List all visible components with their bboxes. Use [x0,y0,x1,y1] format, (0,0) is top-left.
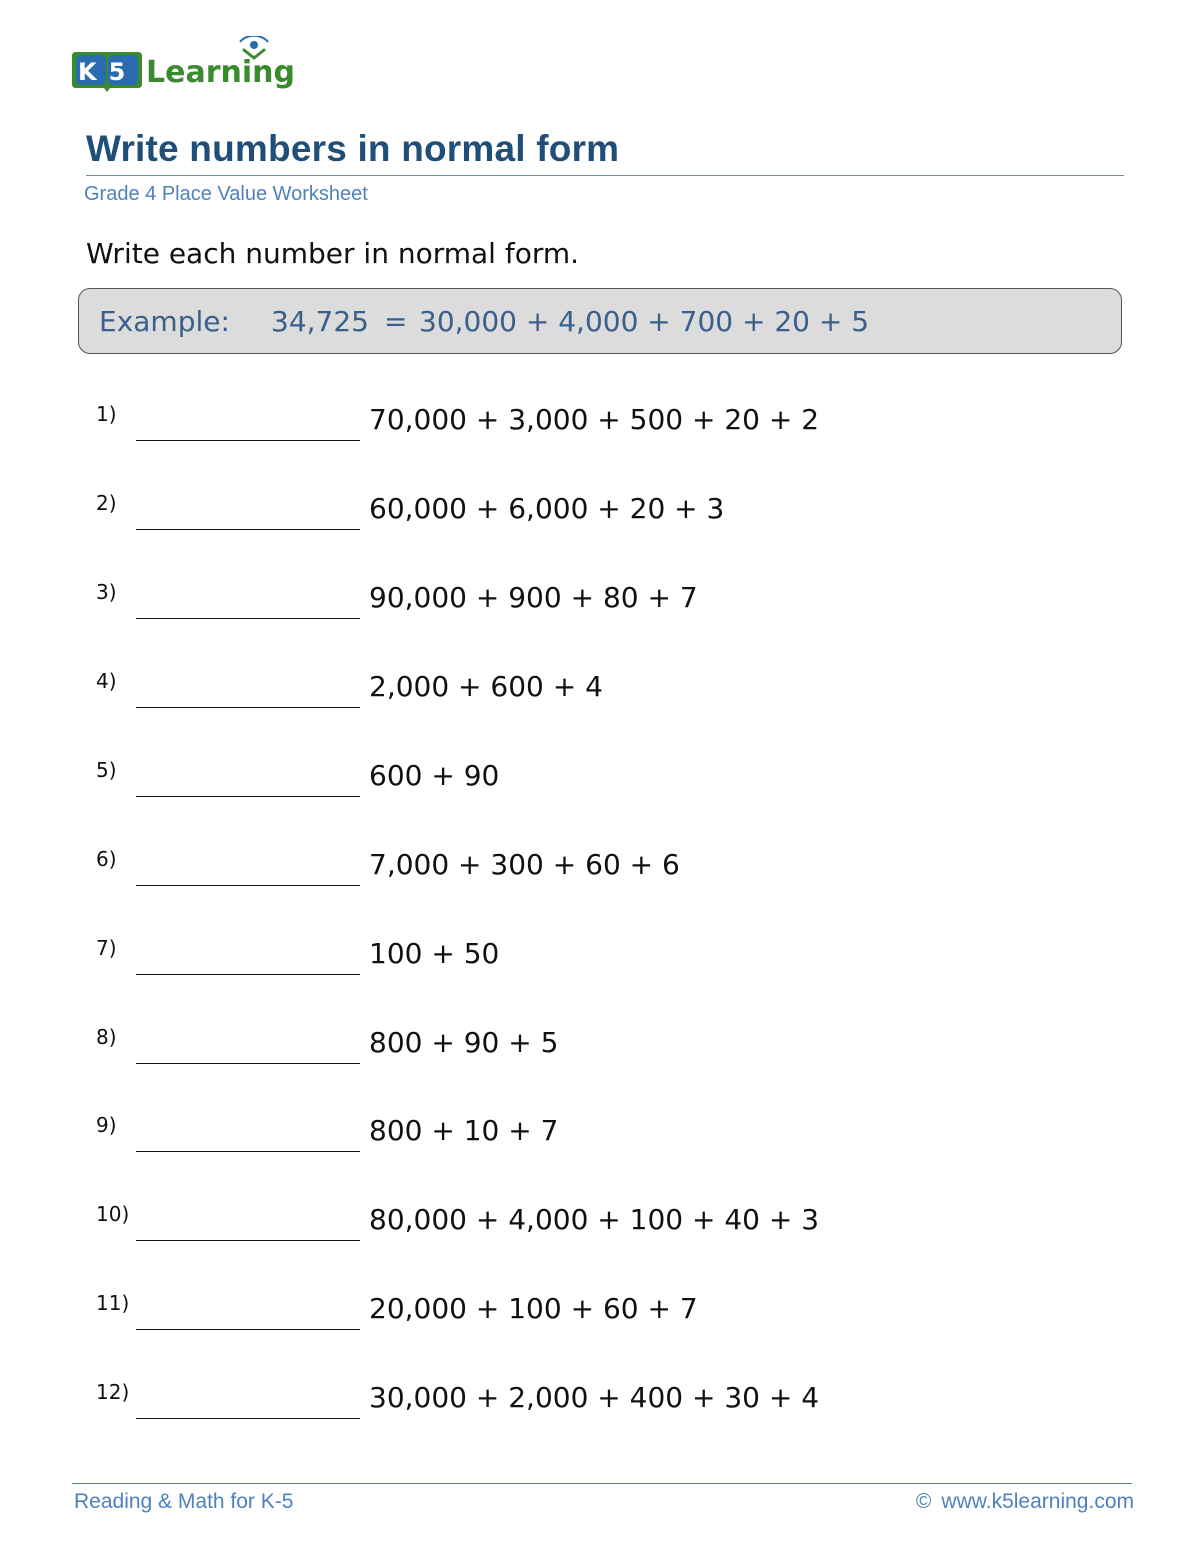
k5-learning-logo [70,36,310,96]
expanded-form: 2,000 + 600 + 4 [369,670,603,703]
problem-item [0,758,1200,818]
example-equals: = [384,305,408,338]
answer-line[interactable] [136,707,360,708]
page-title: Write numbers in normal form [86,128,620,169]
expanded-form: 70,000 + 3,000 + 500 + 20 + 2 [369,403,820,436]
problem-number: 1) [96,402,117,426]
website-link[interactable]: www.k5learning.com [941,1490,1134,1513]
problem-number: 8) [96,1025,117,1049]
instructions: Write each number in normal form. [86,237,580,270]
expanded-form: 80,000 + 4,000 + 100 + 40 + 3 [369,1203,820,1236]
problem-item [0,1380,1200,1440]
expanded-form: 800 + 10 + 7 [369,1114,559,1147]
answer-line[interactable] [136,440,360,441]
logo-k5-text: K5 [78,58,138,86]
example-expansion: 30,000 + 4,000 + 700 + 20 + 5 [419,305,870,338]
problem-item [0,1291,1200,1351]
answer-line[interactable] [136,529,360,530]
copyright-icon: © [915,1490,932,1513]
example-number: 34,725 [271,305,369,338]
problem-number: 10) [96,1202,130,1226]
footer-website[interactable] [916,1490,1134,1514]
problem-item [0,847,1200,907]
problem-number: 6) [96,847,117,871]
expanded-form: 30,000 + 2,000 + 400 + 30 + 4 [369,1381,820,1414]
problem-item [0,1025,1200,1085]
expanded-form: 100 + 50 [369,937,500,970]
title-divider [86,175,1124,176]
answer-line[interactable] [136,1151,360,1152]
expanded-form: 20,000 + 100 + 60 + 7 [369,1292,698,1325]
footer-tagline: Reading & Math for K-5 [74,1490,294,1513]
answer-line[interactable] [136,1329,360,1330]
problem-number: 4) [96,669,117,693]
problem-number: 12) [96,1380,130,1404]
problem-number: 9) [96,1113,117,1137]
problem-item [0,1113,1200,1173]
expanded-form: 7,000 + 300 + 60 + 6 [369,848,680,881]
answer-line[interactable] [136,1418,360,1419]
answer-line[interactable] [136,974,360,975]
problem-number: 11) [96,1291,130,1315]
problem-number: 2) [96,491,117,515]
expanded-form: 800 + 90 + 5 [369,1026,559,1059]
expanded-form: 60,000 + 6,000 + 20 + 3 [369,492,725,525]
example-label: Example: [99,305,230,338]
problem-item [0,669,1200,729]
answer-line[interactable] [136,618,360,619]
problem-item [0,1202,1200,1262]
example-box [78,288,1122,354]
problem-number: 5) [96,758,117,782]
worksheet-subtitle: Grade 4 Place Value Worksheet [84,183,368,205]
problem-item [0,491,1200,551]
problem-number: 7) [96,936,117,960]
problem-item [0,580,1200,640]
answer-line[interactable] [136,1240,360,1241]
problem-item [0,402,1200,462]
problem-item [0,936,1200,996]
problem-number: 3) [96,580,117,604]
answer-line[interactable] [136,1063,360,1064]
footer-divider [72,1483,1132,1484]
expanded-form: 90,000 + 900 + 80 + 7 [369,581,698,614]
answer-line[interactable] [136,796,360,797]
logo-learning-text: Learning [146,55,295,90]
expanded-form: 600 + 90 [369,759,500,792]
answer-line[interactable] [136,885,360,886]
